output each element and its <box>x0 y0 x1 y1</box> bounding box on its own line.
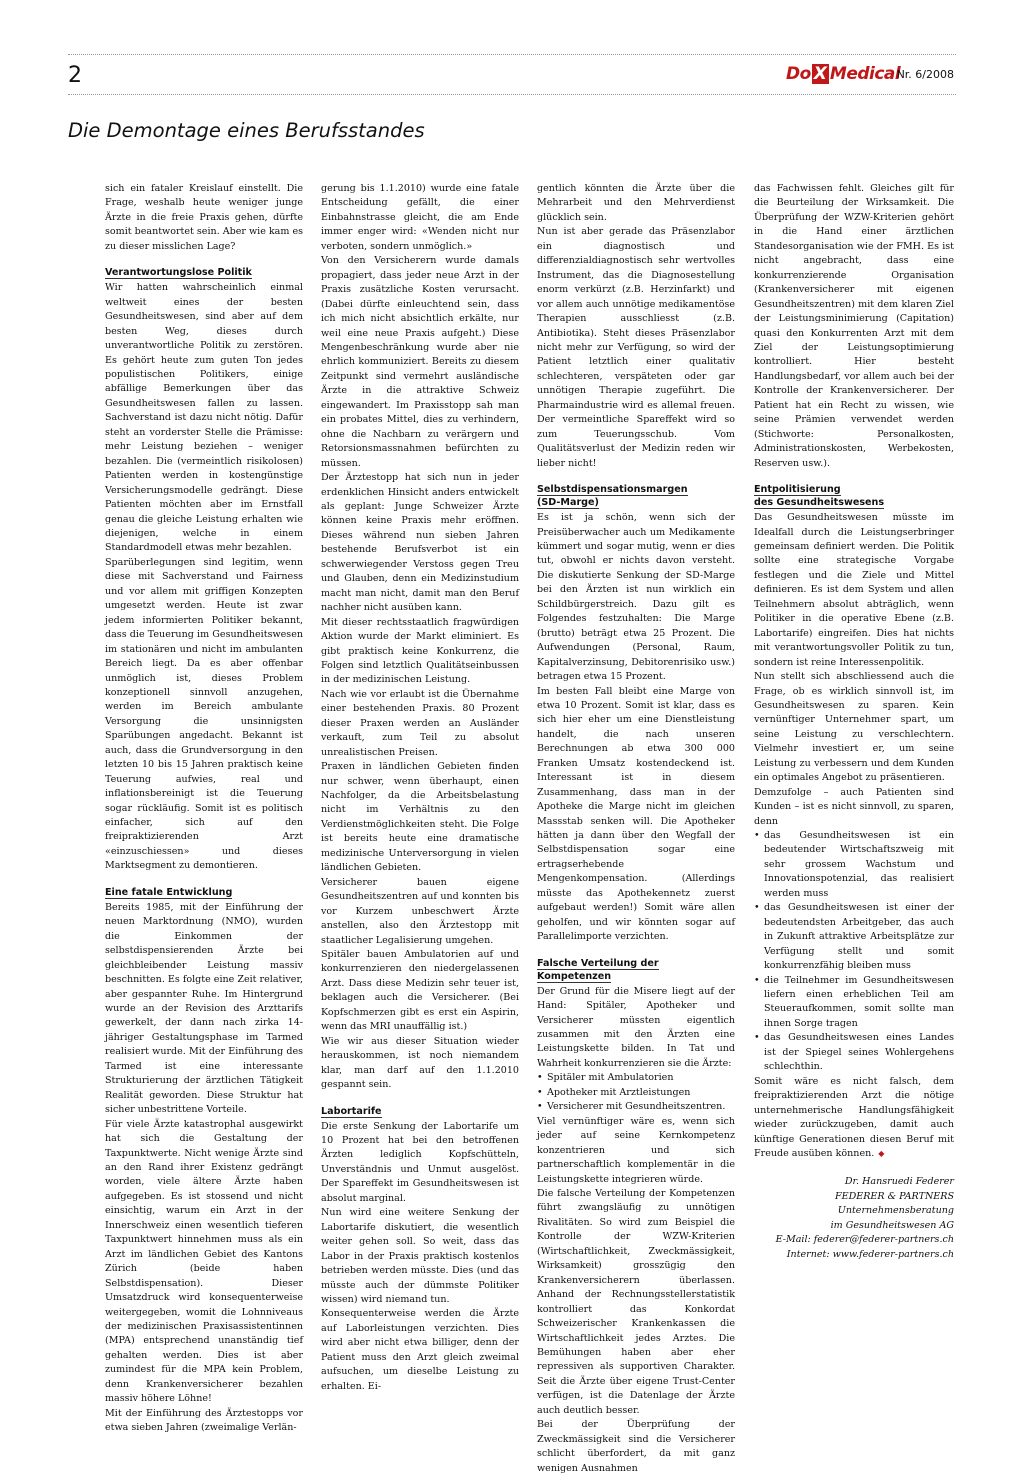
paragraph: Nun ist aber gerade das Präsenzlabor ein diagnostisch und differenzialdiagnostisch sehr wertvolles Instrument, das die Diagnosestellung enorm verkürzt (z.B. Herzinfarkt) und vor allem auch unnötige medikamentöse Therapien ausschliesst (z.B. Antibiotika). Steht dieses Präsenzlabor nicht mehr zur Verfügung, so wird der Patient letztlich einer qualitativ schlechteren, verspäteten oder gar unnötigen Therapie zugeführt. Die Pharmaindustrie wird es allemal freuen. Der vermeintliche Spareffekt wird so zum Teuerungsschub. Vom Qualitätsverlust der Medizin reden wir lieber nicht! <box>537 226 735 469</box>
paragraph: Nun stellt sich abschliessend auch die Frage, ob es wirklich sinnvoll ist, im Gesundheitswesen zu sparen. Kein vernünftiger Unternehmer spart, um seine Leistung zu verschlechtern. Vielmehr investiert er, um seine Leistung zu verbessern und dem Kunden ein optimales Angebot zu präsentieren. <box>754 671 954 784</box>
paragraph: Von den Versicherern wurde damals propagiert, dass jeder neue Arzt in der Praxis zusätzliche Kosten verursacht. (Dabei dürfte einleuchtend sein, dass ich mich nicht absichtlich erkälte, nur weil eine neue Praxis aufgeht.) Diese Mengenbeschränkung wurde aber nie ehrlich kommuniziert. Bereits zu diesem Zeitpunkt sind vermehrt ausländische Ärzte in die attraktive Schweiz eingewandert. Im Praxisstopp sah man ein probates Mittel, dies zu verhindern, ohne die Nachbarn zu verärgern und Retorsionsmassnahmen befürchten zu müssen. <box>321 255 519 469</box>
article-headline: Die Demontage eines Berufsstandes <box>68 119 425 142</box>
section-heading: Falsche Verteilung der Kompetenzen <box>537 957 659 982</box>
paragraph: Wie wir aus dieser Situation wieder herauskommen, ist noch niemandem klar, man darf auf den 1.1.2010 gespannt sein. <box>321 1035 519 1091</box>
paragraph: Wir hatten wahrscheinlich einmal weltweit eines der besten Gesundheitswesen, sind aber auf dem besten Weg, dieses durch unverantwortliche Politik zu zerstören. Es gehört heute zum guten Ton jedes populistischen Politikers, einige abfällige Bemerkungen über das Gesundheitswesen fallen zu lassen. Sachverstand ist dazu nicht nötig. Dafür steht an vorderster Stelle die Prämisse: mehr Leistung beziehen – weniger bezahlen. Die (vermeintlich risikolosen) Patienten werden in kostengünstige Versicherungsmodelle gedrängt. Diese Patienten möchten aber im Ernstfall genau die gleiche Leistung erhalten wie diejenigen, welche in einem Standardmodell etwas mehr bezahlen. <box>105 282 303 554</box>
paragraph <box>754 1075 954 1162</box>
paragraph: Versicherer bauen eigene Gesundheitszentren auf und konnten bis vor Kurzem unbeschwert Ärzte anstellen, also den Ärztestopp mit staatlicher Legalisierung umgehen. <box>321 876 519 946</box>
company-description: Unternehmensberatung <box>837 1205 954 1217</box>
end-of-article-icon: ◆ <box>878 1149 885 1158</box>
paragraph: Konsequenterweise werden die Ärzte auf Laborleistungen verzichten. Dies wird aber nicht etwa billiger, denn der Patient muss den Arzt gleich zweimal aufsuchen, um dieselbe Leistung zu erhalten. Ei- <box>321 1308 519 1392</box>
paragraph: gentlich könnten die Ärzte über die Mehrarbeit und den Mehrverdienst glücklich sein. <box>537 183 735 223</box>
paragraph: Die erste Senkung der Labortarife um 10 Prozent hat bei den betroffenen Ärzten lediglich Kopfschütteln, Unverständnis und Unmut ausgelöst. Der Spareffekt im Gesundheitswesen ist absolut marginal. <box>321 1120 519 1204</box>
paragraph: das Fachwissen fehlt. Gleiches gilt für die Beurteilung der Wirksamkeit. Die Überprüfung der WZW-Kriterien gehört in die Hand einer ärztlichen Standesorganisation wie der FMH. Es ist nicht angebracht, dass eine konkurrenzierende Organisation (Krankenversicherer mit eigenen Gesundheitszentren) mit dem klaren Ziel der Leistungsminimierung (Capitation) quasi den Konkurrenten Arzt mit dem Ziel der Leistungsoptimierung kontrolliert. Hier besteht Handlungsbedarf, vor allem auch bei der Kontrolle der Krankenversicherer. Der Patient hat ein Recht zu wissen, wie seine Prämien verwendet werden (Stichworte: Personalkosten, Administrationskosten, Werbekosten, Reserven usw.). <box>754 183 954 469</box>
paragraph: Demzufolge – auch Patienten sind Kunden – ist es nicht sinnvoll, zu sparen, denn <box>754 786 954 827</box>
author-name: Dr. Hansruedi Federer <box>844 1176 954 1188</box>
article-column-4 <box>754 182 954 1262</box>
logo-text-x: X <box>813 64 827 84</box>
list-item: • Apotheker mit Arztleistungen <box>537 1086 735 1100</box>
list-item: • das Gesundheitswesen ist ein bedeutender Wirtschaftszweig mit sehr grossem Wachstum und Innovationspotenzial, das realisiert werden muss <box>754 829 954 901</box>
company-description: im Gesundheitswesen AG <box>830 1219 954 1231</box>
paragraph: Für viele Ärzte katastrophal ausgewirkt hat sich die Gestaltung der Taxpunktwerte. Nicht wenige Ärzte sind an den Rand ihrer Existenz gedrängt worden, viele ältere Ärzte haben aufgegeben. Es ist stossend und nicht einsichtig, warum ein Arzt in der Innerschweiz einen wesentlich tieferen Taxpunktwert hinnehmen muss als ein Arzt im ländlichen Gebiet des Kantons Zürich (beide haben Selbstdispensation). Dieser Umsatzdruck wird konsequenterweise weitergegeben, womit die Lohnniveaus der medizinischen Praxisassistentinnen (MPA) entsprechend unanständig tief gehalten werden. Dies ist aber zumindest für die MPA kein Problem, denn Krankenversicherer bezahlen massiv höhere Löhne! <box>105 1118 303 1405</box>
article-column-2 <box>321 182 519 1394</box>
bullet-list <box>537 1071 735 1114</box>
paragraph: Nach wie vor erlaubt ist die Übernahme einer bestehenden Praxis. 80 Prozent dieser Praxen werden an Ausländer verkauft, zum Teil zu absolut unrealistischen Preisen. <box>321 688 519 758</box>
doxmedical-logo <box>786 62 900 86</box>
section-heading: Selbstdispensationsmargen (SD-Marge) <box>537 484 688 509</box>
paragraph: Im besten Fall bleibt eine Marge von etwa 10 Prozent. Somit ist klar, dass es sich hier eher um eine Dienstleistung handelt, die nach unseren Berechnungen ab etwa 300 000 Franken Umsatz kostendeckend ist. Interessant ist in diesem Zusammenhang, dass man in der Apotheke die Marge nicht im gleichen Massstab senken will. Die Apotheker hätten ja dann über den Wegfall der Selbstdispensation sogar eine ertragserhebende Mengenkompensation. (Allerdings müsste das Apothekennetz zuerst aufgebaut werden!) Somit wäre allen geholfen, und wir könnten sogar auf Parallelimporte verzichten. <box>537 685 735 943</box>
paragraph: Bei der Überprüfung der Zweckmässigkeit sind die Versicherer schlicht überfordert, da mit ganz wenigen Ausnahmen <box>537 1419 735 1474</box>
paragraph: Das Gesundheitswesen müsste im Idealfall durch die Leistungserbringer gemeinsam definiert werden. Die Politik sollte eine strategische Vorgabe festlegen und die Ziele und Mittel definieren. Es ist dem System und allen Teilnehmern absolut abträglich, wenn Politiker in die operative Ebene (z.B. Labortarife) eingreifen. Dies hat nichts mit verantwortungsvoller Politik zu tun, sondern ist reine Interessenpolitik. <box>754 512 954 668</box>
paragraph: Mit dieser rechtsstaatlich fragwürdigen Aktion wurde der Markt eliminiert. Es gibt praktisch keine Konkurrenz, die Folgen sind letztlich Qualitätseinbussen in der medizinischen Leistung. <box>321 616 519 686</box>
paragraph: Die falsche Verteilung der Kompetenzen führt zwangsläufig zu unnötigen Rivalitäten. So wird zum Beispiel die Kontrolle der WZW-Kriterien (Wirtschaftlichkeit, Zweckmässigkeit, Wirksamkeit) grosszügig den Krankenversicherern überlassen. Anhand der Rechnungsstellerstatistik kontrolliert das Konkordat Schweizerischer Krankenkassen die Wirtschaftlichkeit jedes Arztes. Die Bemühungen haben aber eher repressiven als supportiven Charakter. Seit die Ärzte über eigene Trust-Center verfügen, ist die Datenlage der Ärzte auch deutlich besser. <box>537 1188 735 1416</box>
logo-text-right: Medical <box>829 64 901 84</box>
paragraph: Mit der Einführung des Ärztestopps vor etwa sieben Jahren (zweimalige Verlän- <box>105 1407 303 1434</box>
paragraph: Bereits 1985, mit der Einführung der neuen Marktordnung (NMO), wurden die Einkommen der selbstdispensierenden Ärzte bei gleichbleibender Leistung massiv beschnitten. Es folgte eine Zeit relativer, aber gespannter Ruhe. Im Hintergrund wurde an der Revision des Arzttarifs gewerkelt, der dann nach zirka 14-jähriger Gestaltungsphase im Tarmed realisiert wurde. Mit der Einführung des Tarmed ist eine interessante Strukturierung der ärztlichen Tätigkeit Realität geworden. Diese Struktur hat sicher unbestrittene Vorteile. <box>105 901 303 1116</box>
paragraph: Nun wird eine weitere Senkung der Labortarife diskutiert, die wesentlich weiter gehen soll. So weit, dass das Labor in der Praxis praktisch kostenlos betrieben werden müsste. Dies (und das müsste auch der dümmste Politiker wissen) wird niemand tun. <box>321 1207 519 1305</box>
page-number: 2 <box>68 63 82 88</box>
logo-text-left: Do <box>786 64 811 84</box>
section-heading: Labortarife <box>321 1105 382 1117</box>
list-item: • die Teilnehmer im Gesundheitswesen liefern einen erheblichen Teil am Steueraufkommen, somit sollte man ihnen Sorge tragen <box>754 974 954 1032</box>
closing-text: Somit wäre es nicht falsch, dem freipraktizierenden Arzt die nötige unternehmerische Handlungsfähigkeit wieder zurückzugeben, damit auch künftige Generationen diesen Beruf mit Freude ausüben können. <box>754 1075 954 1159</box>
bullet-list <box>754 829 954 1075</box>
paragraph: Spitäler bauen Ambulatorien auf und konkurrenzieren den niedergelassenen Arzt. Dass diese Medizin sehr teuer ist, beklagen auch die Versicherer. (Bei Kopfschmerzen gibt es erst ein Aspirin, wenn das MRI unauffällig ist.) <box>321 949 519 1033</box>
paragraph: Sparüberlegungen sind legitim, wenn diese mit Sachverstand und Fairness und vor allem mit griffigen Konzepten umgesetzt werden. Heute ist zwar jedem informierten Politiker bekannt, dass die Teuerung im Gesundheitswesen im stationären und nicht im ambulanten Bereich liegt. Da es aber offenbar unmöglich ist, dieses Problem konzeptionell sinnvoll anzugehen, werden im Bereich ambulante Versorgung die unsinnigsten Sparübungen angedacht. Bekannt ist auch, dass die Grundversorgung in den letzten 10 bis 15 Jahren praktisch keine Teuerung aufwies, real und inflationsbereinigt ist die Teuerung sogar rückläufig. Somit ist es politisch einfacher, sich auf den freipraktizierenden Arzt «einzuschiessen» und dieses Marktsegment zu demontieren. <box>105 556 303 872</box>
paragraph: Es ist ja schön, wenn sich der Preisüberwacher auch um Medikamente kümmert und sogar mutig, wenn er dies tut, obwohl er nichts davon versteht. Die diskutierte Senkung der SD-Marge bei den Ärzten ist nun wirklich ein Schildbürgerstreich. Dazu gilt es Folgendes festzuhalten: Die Marge (brutto) beträgt etwa 25 Prozent. Die Aufwendungen (Personal, Raum, Kapitalverzinsung, Debitorenrisiko usw.) betragen etwa 15 Prozent. <box>537 512 735 683</box>
header-bottom-rule <box>68 94 956 95</box>
company-name: FEDERER & PARTNERS <box>834 1190 954 1202</box>
author-email: E-Mail: federer@federer-partners.ch <box>775 1234 954 1246</box>
paragraph: Der Ärztestopp hat sich nun in jeder erdenklichen Hinsicht anders entwickelt als geplant: Junge Schweizer Ärzte können keine Praxis mehr eröffnen. Dieses während nun sieben Jahren bestehende Berufsverbot ist ein schwerwiegender Verstoss gegen Treu und Glauben, denn ein Medizinstudium macht man nicht, damit man den Beruf nachher nicht ausüben kann. <box>321 472 519 614</box>
author-website: Internet: www.federer-partners.ch <box>786 1248 954 1260</box>
list-item: • das Gesundheitswesen ist einer der bedeutendsten Arbeitgeber, das auch in Zukunft attraktive Arbeitsplätze zur Verfügung stellt und somit konkurrenzfähig bleiben muss <box>754 901 954 973</box>
paragraph: Praxen in ländlichen Gebieten finden nur schwer, wenn überhaupt, einen Nachfolger, da die Arbeitsbelastung nicht im Verhältnis zu den Verdienstmöglichkeiten steht. Die Folge ist bereits heute eine dramatische medizinische Unterversorgung in vielen ländlichen Gebieten. <box>321 761 519 874</box>
issue-number: Nr. 6/2008 <box>896 68 954 81</box>
list-item: • Spitäler mit Ambulatorien <box>537 1071 735 1085</box>
article-column-3 <box>537 182 735 1476</box>
author-signature <box>754 1175 954 1262</box>
paragraph: Der Grund für die Misere liegt auf der Hand: Spitäler, Apotheker und Versicherer müssten eigentlich zusammen mit den Ärzten eine Leistungskette bilden. In Tat und Wahrheit konkurrenzieren sie die Ärzte: <box>537 985 735 1069</box>
paragraph: Viel vernünftiger wäre es, wenn sich jeder auf seine Kernkompetenz konzentrieren und sich partnerschaftlich komplementär in die Leistungskette integrieren würde. <box>537 1115 735 1185</box>
header-top-rule <box>68 54 956 55</box>
paragraph: gerung bis 1.1.2010) wurde eine fatale Entscheidung gefällt, die einer Einbahnstrasse gleicht, die am Ende immer enger wird: «Wenden nicht nur verboten, sondern unmöglich.» <box>321 183 519 252</box>
list-item: • Versicherer mit Gesundheitszentren. <box>537 1100 735 1114</box>
list-item: • das Gesundheitswesen eines Landes ist der Spiegel seines Wohlergehens schlechthin. <box>754 1031 954 1074</box>
section-heading: Eine fatale Entwicklung <box>105 886 233 898</box>
article-column-1 <box>105 182 303 1436</box>
section-heading: Entpolitisierung des Gesundheitswesens <box>754 484 885 509</box>
paragraph: sich ein fataler Kreislauf einstellt. Die Frage, weshalb heute weniger junge Ärzte in die freie Praxis gehen, dürfte somit beantwortet sein. Aber wie kam es zu dieser misslichen Lage? <box>105 183 303 252</box>
section-heading: Verantwortungslose Politik <box>105 267 252 279</box>
